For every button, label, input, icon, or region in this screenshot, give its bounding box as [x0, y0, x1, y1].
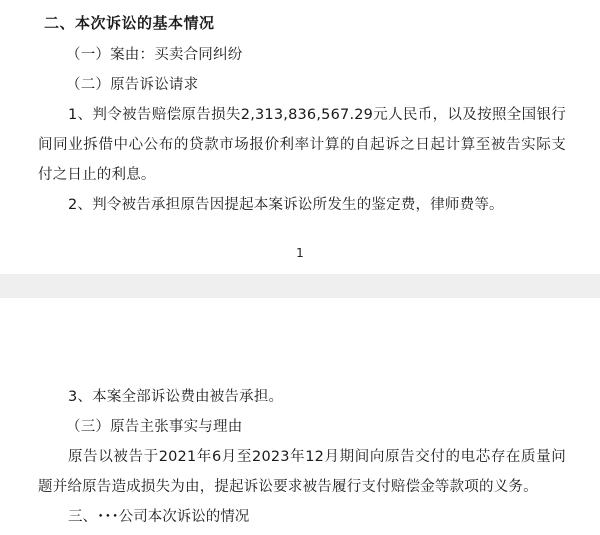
page-separator — [0, 274, 600, 298]
paragraph-facts-title: （三）原告主张事实与理由 — [66, 419, 243, 435]
document-page-2 — [0, 298, 600, 535]
page-number: 1 — [296, 246, 304, 260]
paragraph-next-section-partial: 三、･･･公司本次诉讼的情况 — [68, 509, 250, 525]
paragraph-facts-body: 原告以被告于2021年6月至2023年12月期间向原告交付的电芯存在质量问题并给原告造成损失为由，提起诉讼要求被告履行支付赔偿金等款项的义务。 — [38, 449, 566, 495]
paragraph-claim-2: 2、判令被告承担原告因提起本案诉讼所发生的鉴定费，律师费等。 — [68, 197, 504, 213]
paragraph-cause-of-action: （一）案由：买卖合同纠纷 — [66, 47, 243, 63]
paragraph-claim-1: 1、判令被告赔偿原告损失2,313,836,567.29元人民币，以及按照全国银行间同业拆借中心公布的贷款市场报价利率计算的自起诉之日起计算至被告实际支付之日止的利息。 — [38, 107, 566, 183]
section-heading: 二、本次诉讼的基本情况 — [44, 14, 215, 32]
page-top-margin — [0, 304, 600, 382]
paragraph-claims-title: （二）原告诉讼请求 — [66, 77, 199, 93]
paragraph-claim-3: 3、本案全部诉讼费由被告承担。 — [68, 389, 284, 405]
